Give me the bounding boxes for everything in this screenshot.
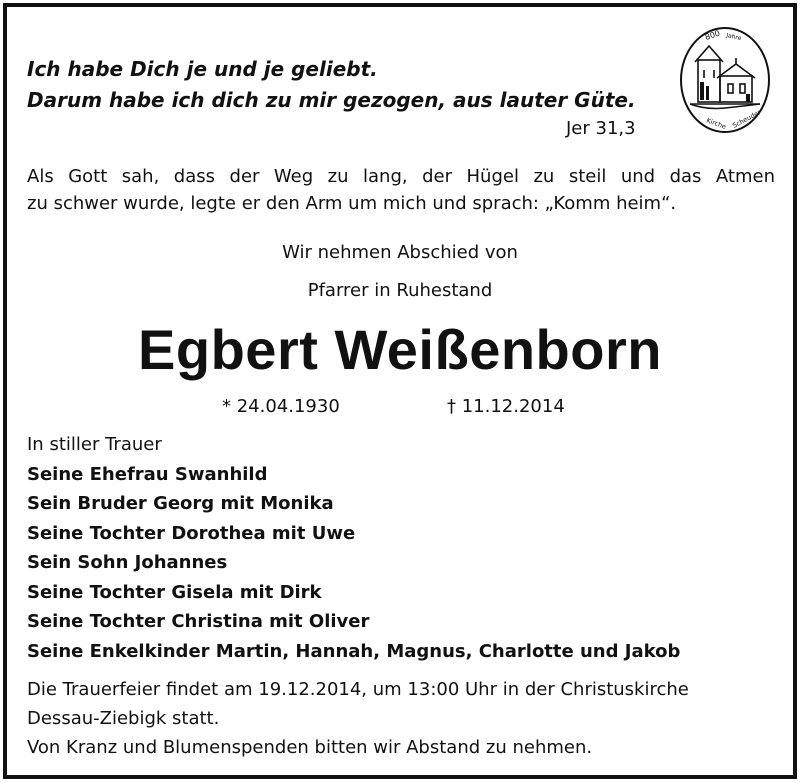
service-line-2: Dessau-Ziebigk statt.: [27, 708, 220, 729]
death-date: † 11.12.2014: [447, 396, 565, 417]
farewell-line: Wir nehmen Abschied von: [282, 242, 518, 263]
verse-reference: Jer 31,3: [566, 118, 636, 139]
poem-line-2: zu schwer wurde, legte er den Arm um mich und sprach: „Komm heim“.: [27, 193, 677, 214]
svg-text:Jahre: Jahre: [725, 32, 742, 43]
mourner-entry: Sein Bruder Georg mit Monika: [27, 493, 334, 514]
svg-text:800: 800: [703, 28, 722, 42]
mourner-entry: Seine Enkelkinder Martin, Hannah, Magnus, Charlotte und Jakob: [27, 640, 681, 662]
deceased-name: Egbert Weißenborn: [138, 318, 662, 381]
poem: [27, 163, 775, 217]
service-information: [27, 675, 689, 762]
flowers-request: Von Kranz und Blumenspenden bitten wir Abstand zu nehmen.: [27, 737, 593, 758]
mourner-entry: Seine Tochter Dorothea mit Uwe: [27, 522, 356, 544]
service-line-1: Die Trauerfeier findet am 19.12.2014, um 13:00 Uhr in der Christuskirche: [27, 679, 689, 700]
birth-date: * 24.04.1930: [222, 396, 340, 417]
verse-line-2: Darum habe ich dich zu mir gezogen, aus lauter Güte.: [27, 88, 636, 112]
title-line: Pfarrer in Ruhestand: [307, 280, 493, 301]
mourner-entry: Seine Ehefrau Swanhild: [27, 463, 268, 485]
church-seal-icon: [676, 24, 774, 136]
mourner-entry: Sein Sohn Johannes: [27, 552, 228, 573]
mourner-entry: Seine Tochter Christina mit Oliver: [27, 611, 370, 632]
poem-line-1: Als Gott sah, dass der Weg zu lang, der Hügel zu steil und das Atmen: [27, 166, 775, 187]
mourner-entry: Seine Tochter Gisela mit Dirk: [27, 581, 322, 603]
bible-verse: [27, 54, 636, 116]
church-seal-logo: [676, 24, 774, 136]
mourners-list: [27, 430, 680, 666]
mourning-intro: In stiller Trauer: [27, 434, 162, 455]
svg-text:Scheuder: Scheuder: [731, 108, 763, 130]
verse-line-1: Ich habe Dich je und je geliebt.: [27, 57, 378, 81]
svg-text:Kirche: Kirche: [705, 116, 728, 131]
